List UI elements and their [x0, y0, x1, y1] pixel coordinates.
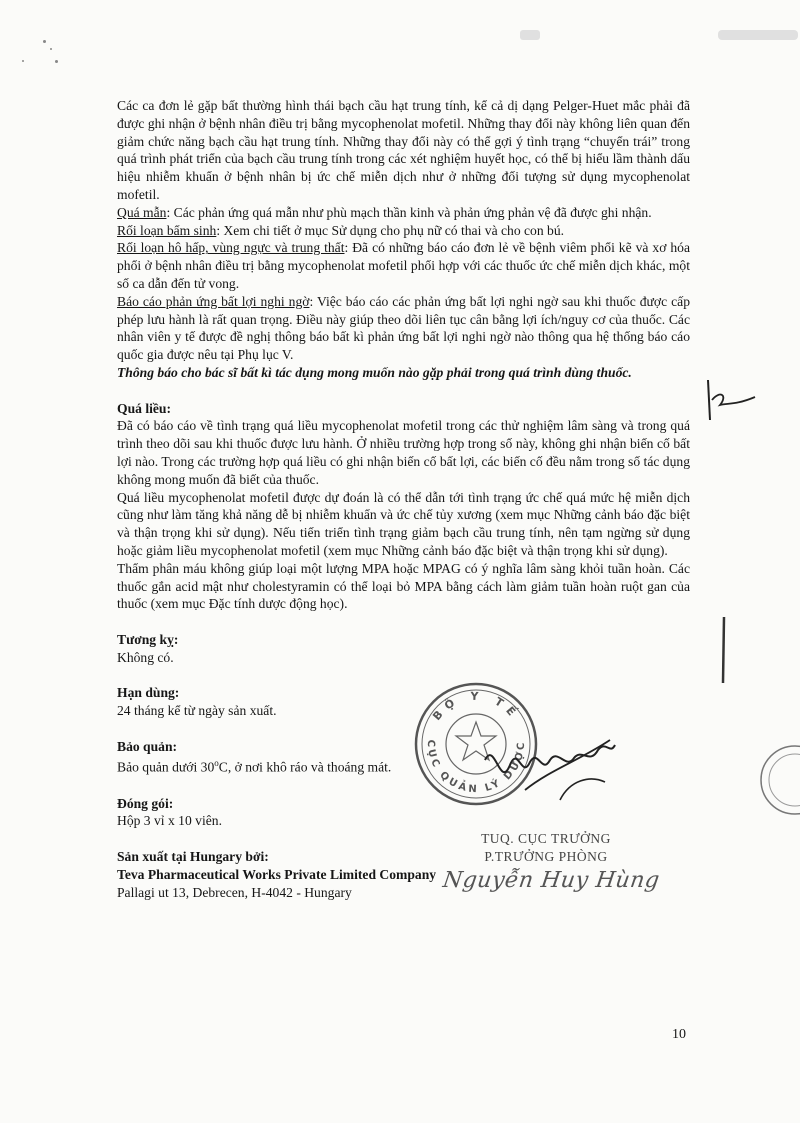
packaging-heading: Đóng gói: [117, 795, 174, 811]
signatory-name: Nguyễn Huy Hùng [441, 868, 662, 893]
incompatibility-heading: Tương kỵ: [117, 631, 179, 647]
respiratory-label: Rối loạn hô hấp, vùng ngực và trung thất [117, 240, 345, 256]
incompatibility-text: Không có. [117, 649, 174, 665]
manufacturer-address: Pallagi ut 13, Debrecen, H-4042 - Hungary [117, 884, 352, 900]
hypersensitivity-paragraph [117, 204, 690, 222]
respiratory-paragraph [117, 239, 690, 292]
storage-text-pre: Bảo quản dưới 30 [117, 760, 215, 776]
overdose-heading: Quá liều: [117, 400, 172, 416]
shelf-life-heading: Hạn dùng: [117, 685, 180, 701]
page-number: 10 [672, 1027, 686, 1042]
manufacturer-heading: Sản xuất tại Hungary bởi: [117, 849, 269, 864]
overdose-paragraph-1: Đã có báo cáo về tình trạng quá liều mycophenolat mofetil trong các thử nghiệm lâm sàng và trong quá trình theo dõi sau khi thuốc được lưu hành. Ở nhiều trường hợp trong số này, không ghi nhận biến cố bất lợi nào. Trong các trường hợp quá liều có ghi nhận biến cố bất lợi, các biến cố đều nằm trong số tác dụng không mong muốn đã biết của thuốc. [117, 418, 690, 487]
shelf-life-text: 24 tháng kể từ ngày sản xuất. [117, 703, 277, 719]
partial-edge-stamp [735, 740, 800, 820]
notify-doctor-note: Thông báo cho bác sĩ bất kì tác dụng mong muốn nào gặp phải trong quá trình dùng thuốc. [117, 364, 632, 380]
hypersensitivity-label: Quá mẫn [117, 204, 167, 220]
signature-title [456, 830, 636, 866]
adverse-report-text: : Việc báo cáo các phản ứng bất lợi nghi ngờ sau khi thuốc được cấp phép lưu hành là rất quan trọng. Điều này giúp theo dõi liên tục cân bằng lợi ích/nguy cơ của thuốc. Các nhân viên y tế được đề nghị thông báo bất kì phản ứng bất lợi nghi ngờ nào thông qua hệ thống báo cáo quốc gia được nêu tại Phụ lục V. [117, 293, 690, 363]
signature-scrawl [470, 720, 620, 810]
packaging-text: Hộp 3 vỉ x 10 viên. [117, 813, 222, 829]
degree-sup: o [214, 758, 219, 769]
scan-speck [55, 60, 58, 63]
adverse-report-paragraph [117, 293, 690, 364]
scan-smudge [718, 30, 798, 40]
congenital-paragraph [117, 222, 690, 240]
storage-text-post: C, ở nơi khô ráo và thoáng mát. [218, 760, 392, 776]
adverse-report-label: Báo cáo phản ứng bất lợi nghi ngờ [117, 293, 310, 309]
manufacturer-name: Teva Pharmaceutical Works Private Limited Company [117, 866, 437, 882]
stamp-bottom-text: CỤC QUẢN LÝ DƯỢC [424, 739, 528, 796]
margin-line-mark [718, 615, 730, 685]
storage-heading: Bảo quản: [117, 738, 178, 754]
congenital-text: : Xem chi tiết ở mục Sử dụng cho phụ nữ có thai và cho con bú. [216, 222, 565, 238]
neutrophil-paragraph: Các ca đơn lẻ gặp bất thường hình thái bạch cầu hạt trung tính, kể cả dị dạng Pelger-Huet mắc phải đã được ghi nhận ở bệnh nhân điều trị bằng mycophenolat mofetil. Những thay đổi này không liên quan đến giảm chức năng bạch cầu hạt trung tính. Những thay đổi này có thể gợi ý tình trạng “chuyển trái” trong quá trình phát triển của bạch cầu trung tính trong các xét nghiệm huyết học, có thể bị hiểu lầm thành dấu hiệu nhiễm khuẩn ở bệnh nhân bị ức chế miễn dịch như ở những đối tượng sử dụng mycophenolat mofetil. [117, 98, 690, 202]
congenital-label: Rối loạn bẩm sinh [117, 222, 217, 238]
overdose-paragraph-2: Quá liều mycophenolat mofetil được dự đoán là có thể dẫn tới tình trạng ức chế quá mức hệ miễn dịch cũng như làm tăng khả năng dễ bị nhiễm khuẩn và ức chế tủy xương (xem mục Những cảnh báo đặc biệt và thận trọng khi sử dụng). Nếu tiến triển tình trạng giảm bạch cầu trung tính, nên tạm ngừng sử dụng hoặc giảm liều mycophenolat mofetil (xem mục Những cảnh báo đặc biệt và thận trọng khi sử dụng). [117, 489, 690, 558]
overdose-paragraph-3: Thẩm phân máu không giúp loại một lượng MPA hoặc MPAG có ý nghĩa lâm sàng khỏi tuần hoàn. Các thuốc gắn acid mật như cholestyramin có thể loại bỏ MPA bằng cách làm giảm tuần hoàn ruột gan của thuốc (xem mục Đặc tính dược động học). [117, 560, 690, 612]
scan-speck [22, 60, 24, 62]
scan-speck [43, 40, 46, 43]
signature-title-line-2: P.TRƯỞNG PHÒNG [484, 849, 608, 864]
signature-title-line-1: TUQ. CỤC TRƯỞNG [481, 831, 611, 846]
margin-initials [700, 375, 760, 425]
scan-speck [50, 48, 52, 50]
stamp-top-text: BỘ Y TẾ [430, 689, 522, 723]
hypersensitivity-text: : Các phản ứng quá mẫn như phù mạch thần kinh và phản ứng phản vệ đã được ghi nhận. [166, 204, 652, 220]
scan-smudge [520, 30, 540, 40]
respiratory-text: : Đã có những báo cáo đơn lẻ về bệnh viêm phổi kẽ và xơ hóa phổi ở bệnh nhân điều trị bằng mycophenolat mofetil phối hợp với các thuốc ức chế miễn dịch khác, một số ca dẫn đến tử vong. [117, 240, 690, 291]
